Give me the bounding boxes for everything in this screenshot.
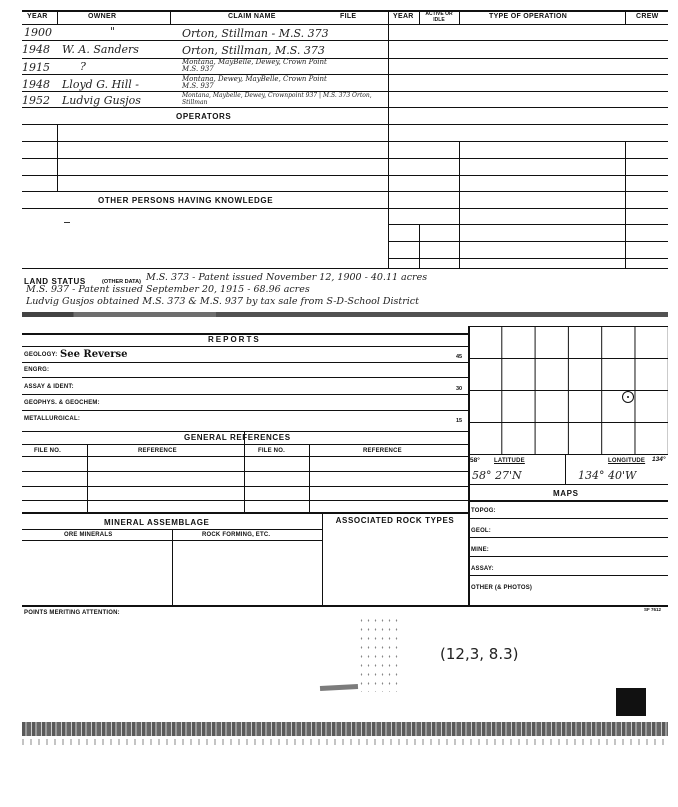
associated-rock-types-heading: ASSOCIATED ROCK TYPES xyxy=(335,516,455,525)
longitude-corner: 134° xyxy=(652,456,666,463)
section-divider-bar xyxy=(22,312,668,317)
dash-mark xyxy=(64,222,70,223)
owner-row-3-claim: Montana, MayBelle, Dewey, Crown Point M.S. 937 xyxy=(182,58,327,73)
header-bottom-border xyxy=(22,24,668,25)
other-persons-heading: OTHER PERSONS HAVING KNOWLEDGE xyxy=(98,196,274,205)
owner-row-3-owner: ? xyxy=(80,60,86,73)
header-year: YEAR xyxy=(27,13,48,20)
divider xyxy=(459,141,460,268)
land-status-sub: (OTHER DATA) xyxy=(102,279,141,285)
scan-smudge xyxy=(320,684,358,691)
row-line xyxy=(22,124,388,125)
divider xyxy=(388,10,389,268)
divider xyxy=(459,10,460,24)
row-line xyxy=(388,241,668,242)
row-line xyxy=(22,410,468,411)
divider xyxy=(170,10,171,24)
row-line xyxy=(468,575,668,576)
owner-row-2-year: 1948 xyxy=(22,43,50,56)
mineral-bottom-line xyxy=(22,605,468,607)
geophys-label: GEOPHYS. & GEOCHEM: xyxy=(24,400,100,406)
divider xyxy=(322,512,323,605)
row-line xyxy=(22,394,468,395)
longitude-label: LONGITUDE xyxy=(608,458,646,464)
report-number-15: 15 xyxy=(456,418,463,424)
rock-forming-label: ROCK FORMING, ETC. xyxy=(202,532,271,538)
divider xyxy=(419,10,420,24)
row-line xyxy=(22,346,468,347)
report-number-45: 45 xyxy=(456,354,463,360)
ref-reference-1: REFERENCE xyxy=(138,448,177,454)
row-line xyxy=(22,486,468,487)
row-line xyxy=(22,377,468,378)
divider xyxy=(87,444,88,512)
owner-row-4-year: 1948 xyxy=(22,78,50,91)
row-line xyxy=(468,484,668,485)
maps-other-label: OTHER (& PHOTOS) xyxy=(471,585,533,591)
row-line xyxy=(468,500,668,502)
points-meriting-attention-label: POINTS MERITING ATTENTION: xyxy=(24,610,120,616)
general-references-heading: GENERAL REFERENCES xyxy=(184,433,291,442)
divider xyxy=(172,529,173,605)
row-line xyxy=(22,107,388,108)
assay-ident-label: ASSAY & IDENT: xyxy=(24,384,74,390)
geology-value: See Reverse xyxy=(60,349,128,360)
maps-mine-label: MINE: xyxy=(471,547,489,553)
land-status-line-1: M.S. 373 - Patent issued November 12, 1900 - 40.11 acres xyxy=(146,272,428,283)
row-line xyxy=(388,40,668,41)
row-line xyxy=(22,191,388,192)
row-line xyxy=(388,191,668,192)
divider xyxy=(565,454,566,484)
scan-speckles xyxy=(358,616,398,692)
row-line xyxy=(22,175,388,176)
header-claim-name: CLAIM NAME xyxy=(228,13,276,20)
row-line xyxy=(388,208,668,209)
row-line xyxy=(388,124,668,125)
geology-label: GEOLOGY: xyxy=(24,352,58,358)
scan-bottom-noise xyxy=(22,739,668,745)
row-line xyxy=(22,471,468,472)
row-line xyxy=(22,40,388,41)
header-active-or-idle: ACTIVE OR IDLE xyxy=(425,11,453,23)
report-number-30: 30 xyxy=(456,386,463,392)
owner-row-4-claim: Montana, Dewey, MayBelle, Crown Point M.S. 937 xyxy=(182,75,327,90)
divider xyxy=(309,444,310,512)
divider xyxy=(57,10,58,24)
owner-row-5-year: 1952 xyxy=(22,94,50,107)
row-line xyxy=(388,91,668,92)
row-line xyxy=(388,258,668,259)
row-line xyxy=(388,224,668,225)
maps-assay-label: ASSAY: xyxy=(471,566,494,572)
land-status-top-line xyxy=(22,268,668,269)
header-year-2: YEAR xyxy=(393,13,414,20)
row-line xyxy=(468,556,668,557)
header-owner: OWNER xyxy=(88,13,117,20)
header-type-of-operation: TYPE OF OPERATION xyxy=(489,13,568,20)
location-dot xyxy=(627,396,629,398)
maps-topog-label: TOPOG: xyxy=(471,508,496,514)
row-line xyxy=(388,107,668,108)
longitude-value: 134° 40'W xyxy=(578,469,637,482)
row-line xyxy=(468,518,668,519)
owner-row-1-owner: " xyxy=(110,25,116,38)
row-line xyxy=(22,158,388,159)
ore-minerals-label: ORE MINERALS xyxy=(64,532,113,538)
row-line xyxy=(22,500,468,501)
header-crew: CREW xyxy=(636,13,659,20)
registration-mark xyxy=(616,688,646,716)
owner-row-2-owner: W. A. Sanders xyxy=(62,43,139,56)
row-line xyxy=(388,58,668,59)
mineral-top-line xyxy=(22,512,468,514)
divider xyxy=(625,141,626,268)
row-line xyxy=(388,158,668,159)
location-grid xyxy=(468,326,668,454)
top-border xyxy=(22,10,668,12)
row-line xyxy=(22,431,468,432)
coordinate-note: (12,3, 8.3) xyxy=(440,645,519,663)
owner-row-1-year: 1900 xyxy=(24,26,52,39)
row-line xyxy=(388,141,668,142)
owner-row-5-owner: Ludvig Gusjos xyxy=(62,94,141,107)
divider xyxy=(57,124,58,191)
owner-row-2-claim: Orton, Stillman, M.S. 373 xyxy=(182,44,325,57)
row-line xyxy=(22,208,388,209)
divider xyxy=(625,10,626,24)
maps-heading: MAPS xyxy=(553,489,579,498)
row-line xyxy=(388,175,668,176)
scan-bottom-band xyxy=(22,722,668,736)
operators-heading: OPERATORS xyxy=(176,112,232,121)
row-line xyxy=(468,454,668,455)
owner-row-4-owner: Lloyd G. Hill - xyxy=(62,78,139,91)
divider xyxy=(419,224,420,268)
owner-row-3-year: 1915 xyxy=(22,61,50,74)
row-line xyxy=(22,362,468,363)
ref-file-no-2: FILE NO. xyxy=(258,448,285,454)
land-status-label: LAND STATUS xyxy=(24,277,86,286)
metallurgical-label: METALLURGICAL: xyxy=(24,416,81,422)
owner-row-5-claim: Montana, Maybelle, Dewey, Crownpoint 937 | M.S. 373 Orton, Stillman xyxy=(182,92,372,106)
latitude-label: LATITUDE xyxy=(494,458,525,464)
owner-row-1-claim: Orton, Stillman - M.S. 373 xyxy=(182,27,329,40)
latitude-corner: 58° xyxy=(470,457,480,464)
maps-geol-label: GEOL: xyxy=(471,528,491,534)
reports-heading: REPORTS xyxy=(208,335,261,344)
form-number: SF 7612 xyxy=(644,607,662,612)
mineral-assemblage-heading: MINERAL ASSEMBLAGE xyxy=(104,518,210,527)
row-line xyxy=(468,537,668,538)
row-line xyxy=(22,444,468,445)
row-line xyxy=(468,605,668,607)
land-status-line-2: M.S. 937 - Patent issued September 20, 1915 - 68.96 acres xyxy=(26,284,310,295)
divider xyxy=(244,431,245,512)
row-line xyxy=(22,456,468,457)
row-line xyxy=(388,74,668,75)
engrg-label: ENGRG: xyxy=(24,367,50,373)
ref-file-no-1: FILE NO. xyxy=(34,448,61,454)
ref-reference-2: REFERENCE xyxy=(363,448,402,454)
header-file: FILE xyxy=(340,13,357,20)
land-status-line-3: Ludvig Gusjos obtained M.S. 373 & M.S. 937 by tax sale from S-D-School District xyxy=(26,296,419,307)
row-line xyxy=(22,141,388,142)
latitude-value: 58° 27'N xyxy=(472,469,522,482)
